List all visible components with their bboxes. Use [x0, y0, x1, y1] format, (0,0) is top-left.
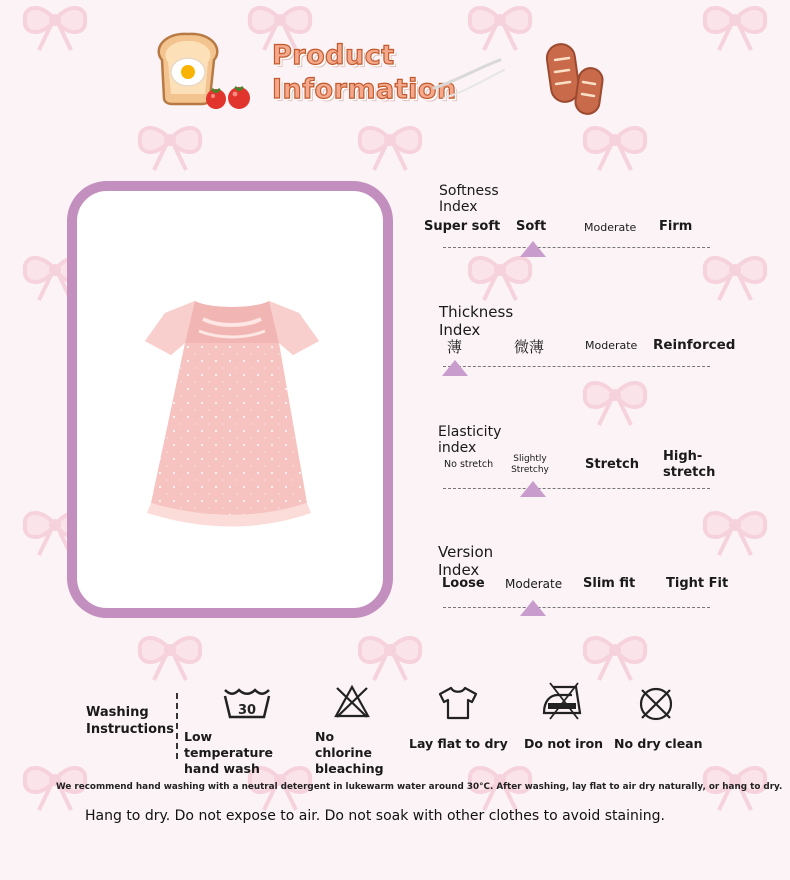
thickness-index-title: Thickness Index [439, 303, 514, 339]
softness-option-soft: Soft [516, 219, 547, 234]
wash-label-no-dry-clean: No dry clean [614, 736, 703, 751]
page-title-line-2: Information [272, 74, 457, 105]
pink-tulle-dress-image [129, 287, 335, 533]
wash-temp-label: 30 [237, 703, 257, 718]
header [0, 0, 790, 130]
bow-row-2 [140, 128, 645, 170]
wash-note-small: We recommend hand washing with a neutral detergent in lukewarm water around 30°C. After washing, lay flat to air dry naturally, or hang to dry. [56, 782, 783, 792]
thickness-option-thin: 薄 [447, 338, 463, 356]
no-dry-clean-icon [638, 686, 674, 722]
elasticity-option-no-stretch: No stretch [444, 459, 494, 470]
thickness-scale-line [443, 366, 710, 367]
product-image-frame [67, 181, 393, 618]
page-title-line-1: Product [272, 40, 395, 71]
softness-option-firm: Firm [659, 219, 693, 234]
no-bleach-icon [333, 684, 371, 720]
softness-option-super-soft: Super soft [424, 219, 501, 234]
thickness-selected-marker [441, 359, 469, 377]
wash-label-low-temp: Low temperature hand wash [184, 729, 274, 776]
elasticity-index-title: Elasticity index [438, 424, 502, 456]
softness-index-title: Softness Index [439, 183, 499, 215]
tomato-icon [204, 84, 254, 110]
version-option-tight-fit: Tight Fit [666, 576, 729, 591]
washing-title: Washing Instructions [86, 705, 175, 737]
version-scale-line [443, 607, 710, 608]
softness-selected-marker [519, 240, 547, 258]
washing-divider [176, 693, 178, 759]
softness-scale-line [443, 247, 710, 248]
version-option-moderate: Moderate [505, 577, 563, 591]
thickness-option-slightly-thin: 微薄 [514, 338, 545, 356]
bread-roll-icon [543, 40, 609, 118]
wash-note-large: Hang to dry. Do not expose to air. Do not soak with other clothes to avoid staining. [85, 808, 665, 824]
wash-label-no-iron: Do not iron [524, 736, 604, 751]
version-selected-marker [519, 599, 547, 617]
no-iron-icon [540, 681, 584, 721]
wash-label-lay-flat: Lay flat to dry [409, 736, 508, 751]
softness-option-moderate: Moderate [584, 221, 637, 234]
thickness-option-moderate: Moderate [585, 339, 638, 352]
thickness-option-reinforced: Reinforced [653, 337, 736, 353]
hand-wash-30-icon [222, 686, 272, 720]
elasticity-option-high-stretch: High-stretch [663, 449, 716, 480]
tshirt-flat-dry-icon [437, 685, 479, 721]
bow-row-6 [140, 638, 645, 680]
elasticity-option-slightly-stretchy: Slightly Stretchy [511, 454, 549, 475]
elasticity-scale-line [443, 488, 710, 489]
wash-label-no-bleach: No chlorine bleaching [315, 729, 384, 776]
elasticity-selected-marker [519, 480, 547, 498]
version-index-title: Version Index [438, 543, 494, 579]
version-option-slim-fit: Slim fit [583, 576, 636, 591]
version-option-loose: Loose [442, 576, 485, 591]
bow-row-4 [585, 383, 645, 425]
elasticity-option-stretch: Stretch [585, 457, 639, 472]
swoosh-decoration [430, 48, 510, 108]
